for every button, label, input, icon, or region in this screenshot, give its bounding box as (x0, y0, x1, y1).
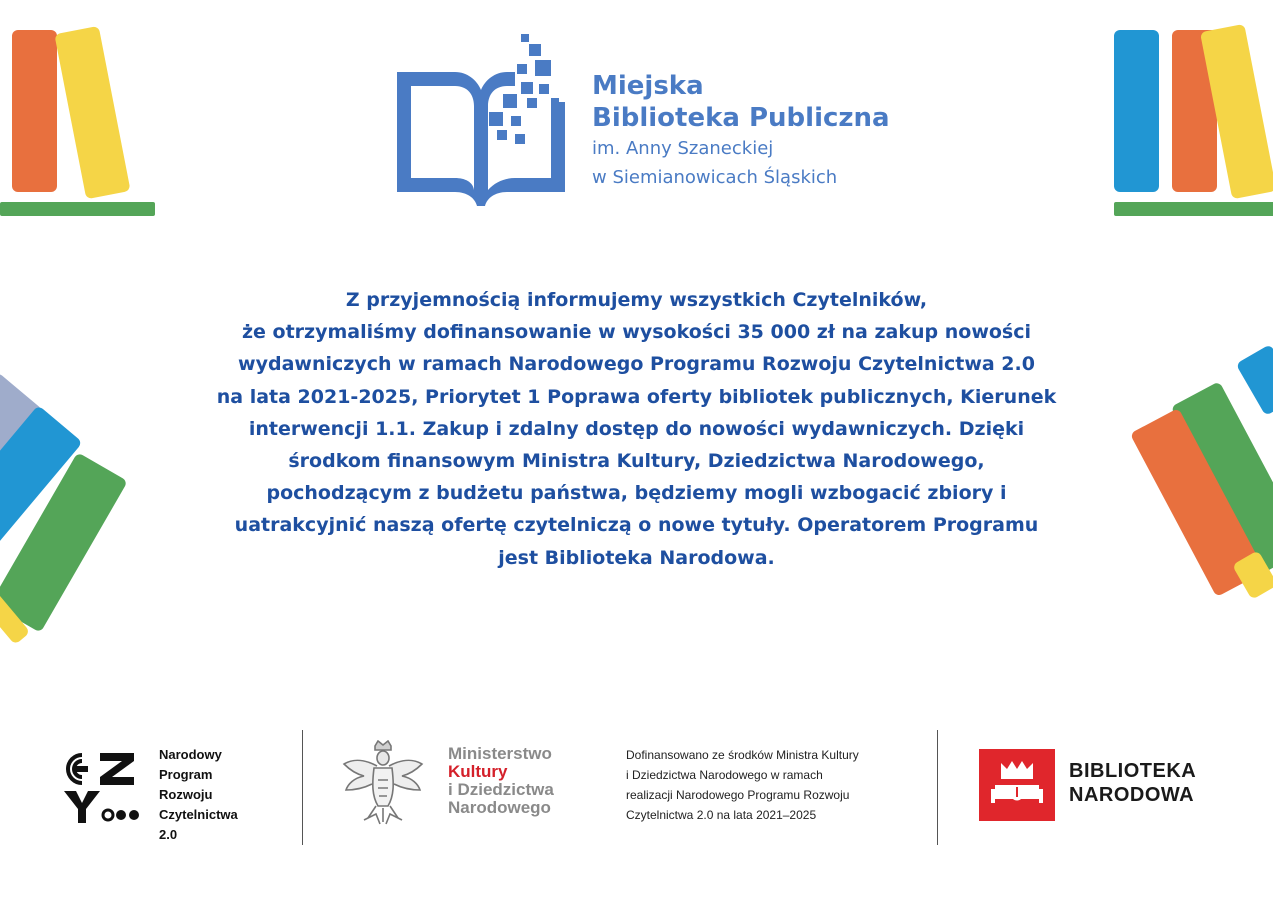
polish-eagle-emblem (340, 740, 426, 832)
announcement-line: wydawniczych w ramach Narodowego Programu Rozwoju Czytelnictwa 2.0 (238, 353, 1035, 376)
crown-book-icon (979, 749, 1055, 821)
library-name-line1: Miejska (592, 71, 704, 101)
funding-line: realizacji Narodowego Programu Rozwoju (626, 788, 850, 802)
ministry-line: Ministerstwo (448, 744, 552, 763)
bn-line: NARODOWA (1069, 784, 1195, 806)
ministry-line: Narodowego (448, 798, 551, 817)
announcement-line: interwencji 1.1. Zakup i zdalny dostęp do nowości wydawniczych. Dzięki (248, 417, 1025, 440)
shelf-green (0, 202, 155, 216)
nprc-line: Czytelnictwa (159, 807, 238, 822)
funding-line: i Dziedzictwa Narodowego w ramach (626, 768, 823, 782)
announcement-line: na lata 2021-2025, Priorytet 1 Poprawa oferty bibliotek publicznych, Kierunek (216, 385, 1057, 408)
nprc-line: Rozwoju (159, 787, 213, 802)
library-name-line2: Biblioteka Publiczna (592, 103, 890, 133)
announcement-line: Z przyjemnością informujemy wszystkich Czytelników, (345, 289, 928, 311)
nprc-czy-logo (60, 747, 140, 827)
ministry-line: Kultury (448, 762, 508, 781)
nprc-line: Narodowy (159, 747, 222, 762)
bn-line: BIBLIOTEKA (1069, 760, 1197, 782)
announcement-line: uatrakcyjnić naszą ofertę czytelniczą o nowe tytuły. Operatorem Programu (234, 514, 1039, 537)
nprc-line: 2.0 (159, 827, 178, 842)
book-spine-yellow (54, 26, 130, 199)
nprc-line: Program (159, 767, 213, 782)
biblioteka-narodowa-name (1069, 759, 1196, 807)
divider (937, 730, 938, 845)
announcement-line: że otrzymaliśmy dofinansowanie w wysokości 35 000 zł na zakup nowości (241, 321, 1032, 344)
announcement-text (175, 284, 1098, 574)
announcement-line: środkom finansowym Ministra Kultury, Dziedzictwa Narodowego, (288, 450, 985, 473)
ministry-line: i Dziedzictwa (448, 780, 554, 799)
divider (302, 730, 303, 845)
nprc-name (159, 745, 238, 845)
announcement-line: jest Biblioteka Narodowa. (498, 546, 775, 569)
funding-note (626, 745, 916, 825)
library-name-line3: im. Anny Szaneckiej (592, 138, 774, 159)
book-spine-blue (1236, 344, 1273, 416)
footer-logos (0, 725, 1273, 850)
announcement-line: pochodzącym z budżetu państwa, będziemy mogli wzbogacić zbiory i (266, 482, 1007, 505)
funding-line: Czytelnictwa 2.0 na lata 2021–2025 (626, 808, 817, 822)
library-name (592, 70, 890, 192)
funding-line: Dofinansowano ze środków Ministra Kultury (626, 748, 859, 762)
library-name-line4: w Siemianowicach Śląskich (592, 167, 838, 188)
shelf-green (1114, 202, 1273, 216)
book-spine-blue (1114, 30, 1159, 192)
open-book-pixel-icon (395, 32, 567, 210)
ministry-name (448, 745, 554, 817)
book-spine-orange (12, 30, 57, 192)
